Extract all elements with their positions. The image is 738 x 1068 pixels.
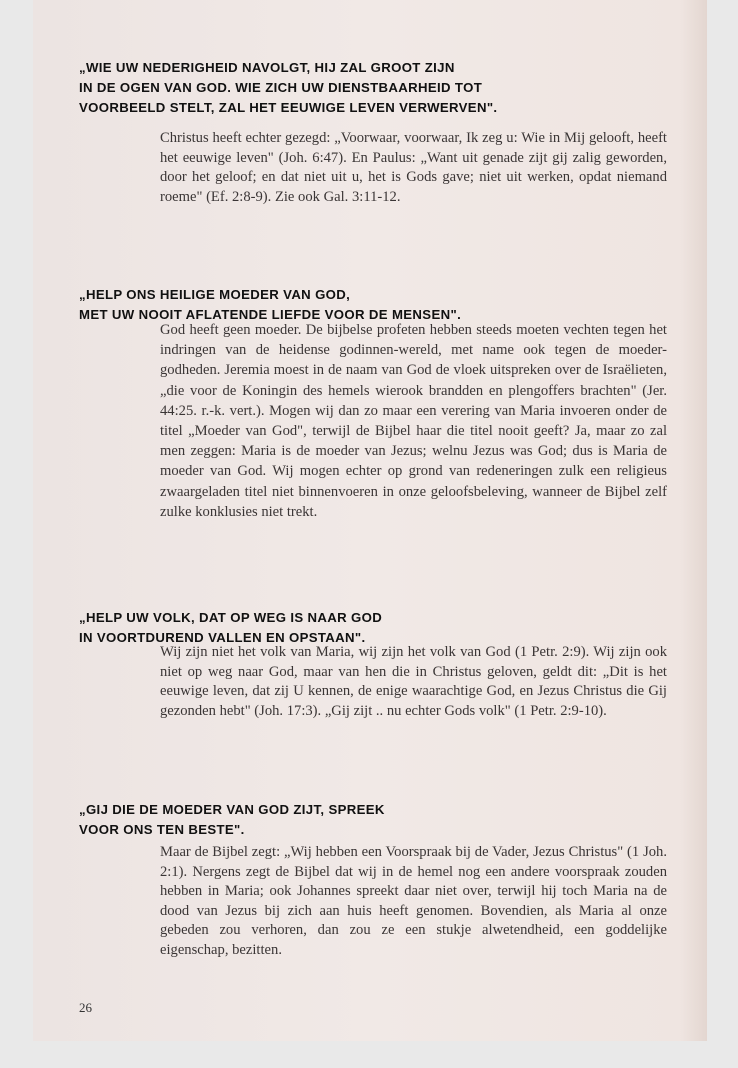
heading-line: IN VOORTDUREND VALLEN EN OPSTAAN". [79,630,366,645]
heading-line: MET UW NOOIT AFLATENDE LIEFDE VOOR DE MENSEN". [79,307,462,322]
heading-line: VOORBEELD STELT, ZAL HET EEUWIGE LEVEN VERWERVEN". [79,100,498,115]
section-heading-4 [79,800,385,840]
section-body-3: Wij zijn niet het volk van Maria, wij zijn het volk van God (1 Petr. 2:9). Wij zijn ook niet op weg naar God, maar van hen die in Christus geloven, geldt dit: „Dit is het eeuwige leven, dat zij U kennen, de enige waarachtige God, en Jezus Christus die Gij gezonden hebt" (Joh. 17:3). „Gij zijt .. nu echter Gods volk" (1 Petr. 2:9-10). [160,644,667,719]
page-number: 26 [79,1000,92,1015]
heading-line: „HELP ONS HEILIGE MOEDER VAN GOD, [79,287,351,302]
heading-line: „WIE UW NEDERIGHEID NAVOLGT, HIJ ZAL GROOT ZIJN [79,60,455,75]
section-body-4: Maar de Bijbel zegt: „Wij hebben een Voorspraak bij de Vader, Jezus Christus" (1 Joh. 2:1). Nergens zegt de Bijbel dat wij in de hemel nog een andere voorspraak zouden hebben in Maria; ook Johannes spreekt daar niet over, terwijl hij toch Maria na de dood van Jezus bij zich aan huis heeft genomen. Bovendien, als Maria al onze gebeden zou verhoren, dan zou ze een stukje alwetendheid, een goddelijke eigenschap, bezitten. [160,844,667,958]
section-body-2: God heeft geen moeder. De bijbelse profeten hebben steeds moeten vechten tegen het indringen van de heidense godinnen-wereld, met name ook tegen de moeder-godheden. Jeremia moest in de naam van God de vloek uitspreken over de Israëlieten, „die voor de Koningin des hemels wierook brandden en plengoffers brachten" (Jer. 44:25. r.-k. vert.). Mogen wij dan zo maar een verering van Maria invoeren onder de titel „Moeder van God", terwijl de Bijbel haar die titel nooit geeft? Ja, maar zo zal men zeggen: Maria is de moeder van Jezus; welnu Jezus was God; dus is Maria de moeder van God. Wij mogen echter op grond van redeneringen zulk een religieus zwaargeladen titel niet binnenvoeren in onze geloofsbeleving, wanneer de Bijbel zelf zulke konklusies niet trekt. [160,322,667,520]
heading-line: „HELP UW VOLK, DAT OP WEG IS NAAR GOD [79,610,383,625]
heading-line: VOOR ONS TEN BESTE". [79,822,245,837]
heading-line: „GIJ DIE DE MOEDER VAN GOD ZIJT, SPREEK [79,802,385,817]
section-heading-3 [79,608,382,648]
section-body-1: Christus heeft echter gezegd: „Voorwaar, voorwaar, Ik zeg u: Wie in Mij gelooft, heeft het eeuwige leven" (Joh. 6:47). En Paulus: „Want uit genade zijt gij zalig geworden, door het geloof; en dat niet uit u, het is Gods gave; niet uit werken, opdat niemand roeme" (Ef. 2:8-9). Zie ook Gal. 3:11-12. [160,130,667,205]
section-heading-1 [79,58,497,118]
section-heading-2 [79,285,461,325]
heading-line: IN DE OGEN VAN GOD. WIE ZICH UW DIENSTBAARHEID TOT [79,80,483,95]
